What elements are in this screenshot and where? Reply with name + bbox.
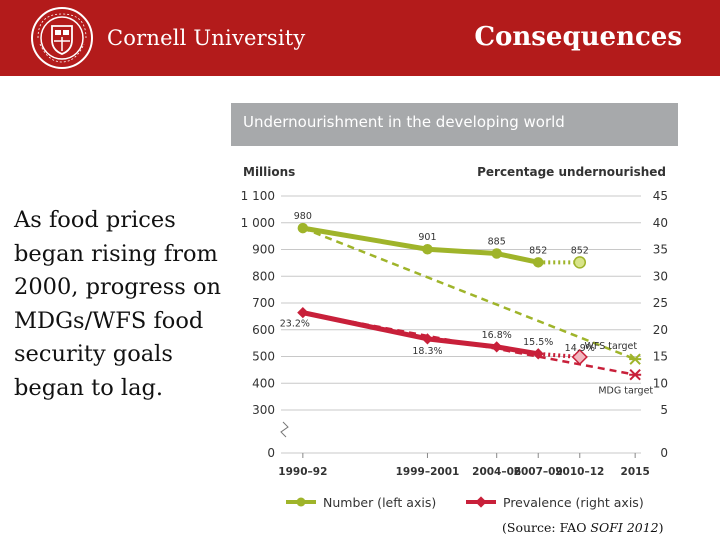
left-tick-label: 300	[252, 403, 275, 417]
labels-layer	[241, 165, 668, 510]
right-tick-label: 45	[652, 189, 668, 203]
left-tick-label: 800	[252, 269, 275, 284]
mdg-target-label: MDG target	[598, 385, 654, 397]
source-suffix: )	[658, 520, 664, 535]
undernourishment-chart	[231, 150, 681, 520]
x-tick-label: 1990–92	[278, 466, 328, 478]
slide-title: Consequences	[474, 22, 682, 52]
mdg-target-marker	[629, 370, 641, 380]
left-tick-label: 0	[267, 446, 275, 460]
right-tick-label: 20	[652, 322, 668, 337]
number-data-label: 885	[487, 236, 506, 248]
prevalence-data-label: 16.8%	[481, 329, 512, 341]
number-data-label: 852	[570, 245, 589, 257]
prevalence-data-label: 14.9%	[564, 343, 595, 355]
legend-number-label: Number (left axis)	[323, 495, 437, 510]
chart-title: Undernourishment in the developing world	[243, 113, 565, 131]
prevalence-point	[491, 341, 502, 352]
left-tick-label: 700	[252, 296, 275, 310]
source-prefix: (Source: FAO	[502, 520, 591, 535]
left-tick-label: 500	[252, 349, 275, 364]
right-tick-label: 35	[652, 242, 668, 257]
number-point	[492, 249, 501, 258]
prevalence-data-label: 23.2%	[279, 318, 310, 330]
number-data-label: 852	[529, 245, 548, 257]
prevalence-data-label: 18.3%	[412, 345, 443, 357]
left-tick-label: 400	[252, 376, 275, 391]
x-tick-label: 2007–09	[513, 466, 563, 478]
left-tick-label: 1 100	[240, 189, 275, 203]
prevalence-data-label: 15.5%	[523, 336, 554, 348]
right-tick-label: 10	[652, 376, 668, 391]
cornell-seal-logo	[30, 6, 94, 70]
number-point	[534, 258, 543, 267]
legend-prevalence-label: Prevalence (right axis)	[503, 495, 644, 510]
left-tick-label: 600	[252, 322, 275, 337]
number-point	[423, 245, 432, 254]
legend-number-marker	[297, 498, 306, 507]
source-italic: SOFI 2012	[590, 520, 659, 535]
x-tick-label: 1999–2001	[395, 466, 460, 478]
number-point	[298, 224, 307, 233]
right-tick-label: 30	[652, 269, 668, 284]
body-text: As food prices began rising from 2000, progress on MDGs/WFS food security goals began to lag.	[14, 207, 222, 401]
header-band	[0, 0, 720, 76]
right-tick-label: 5	[660, 403, 668, 417]
source-citation	[502, 520, 664, 535]
x-tick-label: 2010–12	[555, 466, 605, 478]
legend-prevalence-marker	[475, 496, 486, 507]
wfs-target-label: WFS target	[584, 341, 638, 353]
left-tick-label: 900	[252, 242, 275, 257]
number-data-label: 901	[418, 232, 437, 244]
axis-break-mark	[281, 422, 288, 437]
x-tick-label: 2004–06	[472, 466, 522, 478]
x-tick-label: 2015	[620, 466, 650, 478]
prevalence-point	[297, 307, 308, 318]
number-point	[574, 257, 585, 268]
right-tick-label: 25	[652, 296, 668, 310]
right-tick-label: 0	[660, 446, 668, 460]
left-axis-label: Millions	[243, 165, 296, 179]
wfs-target-marker	[629, 354, 641, 364]
right-axis-label: Percentage undernourished	[477, 165, 666, 179]
right-tick-label: 15	[652, 349, 668, 364]
number-data-label: 980	[293, 211, 312, 223]
right-tick-label: 40	[652, 215, 668, 230]
brand-name: Cornell University	[107, 26, 306, 50]
left-tick-label: 1 000	[240, 215, 275, 230]
